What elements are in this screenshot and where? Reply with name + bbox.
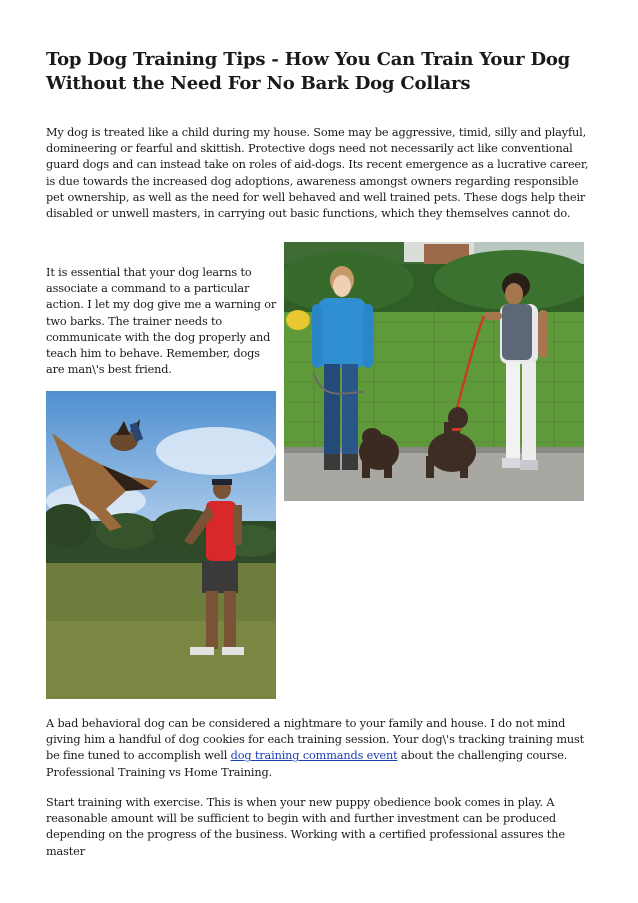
intro-paragraph: My dog is treated like a child during my house. Some may be aggressive, timid, silly and playful, domineering or fearful and skittish. Protective dogs need not necessarily act like conventional guard dogs and can instead take on roles of aid-dogs. Its recent emergence as a lucrative career, is due towards the increased dog adoptions, awareness amongst owners regarding responsible pet ownership, as well as the need for well behaved and well trained pets. These dogs help their disabled or unwell masters, in carrying out basic functions, which they themselves cannot do. — [46, 126, 589, 221]
dog-training-commands-link[interactable]: dog training commands event — [230, 749, 398, 763]
side-paragraph: It is essential that your dog learns to associate a command to a particular action. I let my dog give me a warning or two barks. The trainer needs to communicate with the dog properly and teach him to behave. Remember, dogs are man\'s best friend. — [46, 266, 277, 377]
behavior-text-after: about the challenging course. Professional Training vs Home Training. — [46, 749, 568, 779]
exercise-paragraph: Start training with exercise. This is when your new puppy obedience book comes in play. A reasonable amount will be sufficient to begin with and further investment can be produced depending on the progress of the business. Working with a certified professional assures the master — [46, 796, 565, 858]
behavior-text-before: A bad behavioral dog can be considered a nightmare to your family and house. I do not mind giving him a handful of dog cookies for each training session. Your dog\'s tracking training must be fine tuned to accomplish well — [46, 717, 585, 763]
jumping-dog-photo — [46, 391, 276, 699]
behavior-paragraph — [46, 716, 594, 781]
article-title: Top Dog Training Tips - How You Can Train Your Dog Without the Need For No Bark Dog Collars — [46, 49, 571, 94]
girls-with-dogs-photo — [284, 242, 584, 501]
